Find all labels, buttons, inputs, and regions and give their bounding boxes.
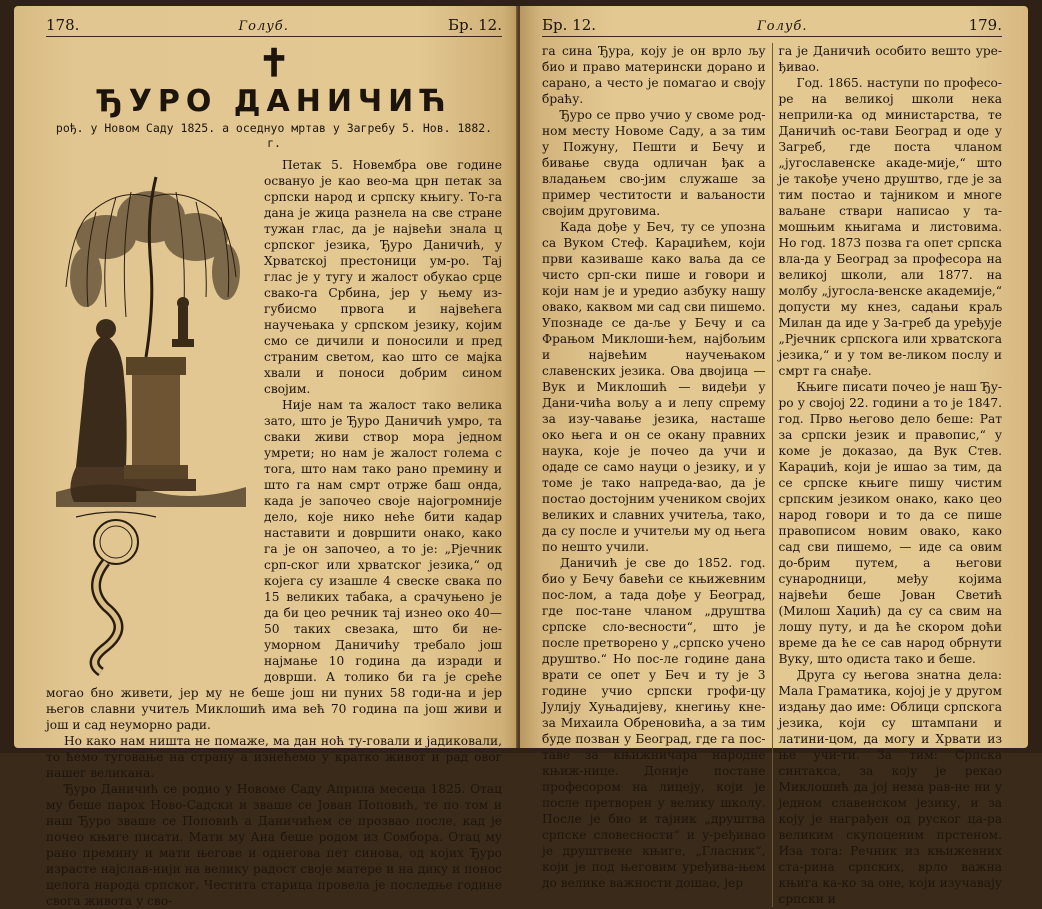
left-issue-number: Бр. 12.: [447, 16, 502, 34]
left-page-number: 178.: [46, 16, 80, 34]
right-journal-name: Голуб.: [757, 19, 808, 34]
article-title: ЂУРО ДАНИЧИЋ: [96, 84, 452, 119]
paragraph: Друга су његова знатна дела: Мала Граматика, којој је у другом издању дао име: Облици српскога језика, који су штампани и латини-цом, да могу и Хрвати из ње учи-ти. За тим: Српска синтакса, за коју је рекао Миклошић да јој нема рав-не ни у једном славенском језику, и за коју је награђен од руског ца-ра великим скупоценим прстеном. Иза тога: Речник из књижевних ста-рина српских, врло важна књига ка-ко за оне, који изучавају српски и: [778, 668, 1003, 906]
right-column-1: [542, 43, 766, 907]
paragraph: Но како нам ништа не помаже, ма дан ноћ ту-говали и јадиковали, то ћемо туговање на страну а изнећемо у кратко живот и рад овог нашег великана.: [46, 734, 502, 780]
paragraph: Петак 5. Новембра ове године осванyо је као вео-ма црн петак за српски народ и српску књигу. То-га дана је жица разнела на све стране тужан глас, да је највећи знала ц српског језика, Ђуро Даничић, у Хрватској престоници ум-ро. Тај глас је у тугу и жалост обукао срце свако-га Србина, јер у њему из-губисмо првога и највећега научењака у српском језику, којим смо се дичили и поносили и пред страним светом, као што се мајка хвали и поноси добрим сином својим.: [264, 158, 502, 396]
cross-icon: ✝: [258, 40, 290, 85]
article-subtitle: рођ. у Новом Саду 1825. а оседнуо мртав у Загребу 5. Нов. 1882. г.: [55, 121, 493, 150]
right-columns: [542, 43, 1002, 907]
left-body: [46, 157, 502, 908]
paragraph: Ђуро Даничић се родио у Новоме Саду Априла месеца 1825. Отац му беше парох Ново-Садски и зваше се Јован Поповић, те по том и наш Ђуро зваше се Поповић а Даничићем се прозвао после, кад је почео књиге писати. Мати му Ана беше родом из Сомбора. Отац му рано премину и мати његове и однегова пет синова, од којих Ђуро израсте најслав-нији на велику радост своје матере и на дику и понос целога народа српског. Честита старица провела је последње године свога живота у сво-: [46, 782, 502, 908]
memorial-illustration: [46, 157, 256, 677]
right-page: [520, 6, 1028, 906]
paragraph: га сина Ђура, коју је он врло љу био и право матерински дорано и сарано, а често је помагао и своју браћу.: [542, 44, 766, 106]
paragraph: Књиге писати почео је наш Ђу-ро у својој 22. години а то је 1847. год. Прво његово дело беше: Рат за српски језик и правопис,“ у коме је доказао, да Вук Стев. Караџић, који је ишао за тим, да се српске књиге пишу чистим српским језиком онако, како цео народ говори и то да се пише правописом новим овако, како сад сви пишемо, — иде са овим до-брим путем, а његови сународници, међу којима највећи беше Јован Светић (Милош Хаџић) да су са свим на лошу путу, и да ће скором доћи време да ће се сав народ обрнути Вуку, што одиста тако и беше.: [778, 380, 1003, 666]
right-column-2: [779, 43, 1003, 907]
paragraph: Год. 1865. наступи по професо-ре на великој школи нека неприли-ка од министарства, те Даничић ос-тави Београд и оде у Загреб, где поста чланом „југославенске акаде-мије,“ што је такође учено друштво, где је за тим постао и тајником и многе ваљане ствари написао у та-мошњим књигама и листовима. Но год. 1873 позва га опет српска вла-да у Београд за професора на великој школи, али 1877. на молбу „југосла-венске академије,“ допусти му кнез, садањи краљ Милан да иде у За-греб да уређује „Рјечник српскога или хрватскога језика,“ и у том ве-ликом послу и смрт га снађе.: [778, 76, 1003, 378]
left-running-head: [46, 16, 502, 37]
right-issue-number: Бр. 12.: [542, 16, 597, 34]
paragraph: Када дође у Беч, ту се упозна са Вуком Стеф. Караџићем, који први казиваше како ваља да се чисто срп-ски пише и говори и који нам је и уредио азбуку нашу овако, каквом ми сад сви пишемо. Упознаде се да-ље у Бечу и са Фрањом Миклоши-ћем, најбољим и највећим научењаком славенских језика. Ова двојица — Вук и Миклошић — видеђи у Дани-чића вољу а и лепу спрему за изу-чавање језика, насташе око њега и он се окану правних наука, које је почео да учи и одаде се само науци о језику, и у томе је тако напреда-вао, да је постао достојним учеником својих великих и славних учитеља, тако, да су после и учитељи му од њега по нешто учили.: [542, 220, 766, 554]
right-page-number: 179.: [968, 16, 1002, 34]
paragraph: Ђуро се прво учио у своме род-ном месту Новоме Саду, а за тим у Пожуну, Пешти и Бечу и бивање свуда одличан ђак а владањем сво-јим служаше за пример честитости и ваљаности својим друговима.: [542, 108, 766, 218]
paragraph: Даничић је све до 1852. год. био у Бечу бавећи се књижевним пос-лом, а тада дође у Београд, где пос-тане чланом „друштва српске сло-весности“, што је после претворено у „српско учено друштво.“ Но пос-ле године дана врати се опет у Беч и ту је 3 године учио српски грофи-цу Јулију Хуњадијеву, кнегињу кне-за Михаила Обреновића, а за тим буде позван у Београд, где га пос-таве за књижничара народне књиж-нице. Доније постане професором на лицеју, који је после претворен у велику школу. После је био и тајник „друштва српске словесности“ и у-ређивао је друштвене књиге, „Гласник“, који је под његовим уређива-њем до велике важности дошао, јер: [542, 556, 766, 890]
column-divider: [772, 43, 773, 907]
right-running-head: [542, 16, 1002, 37]
paragraph: Није нам та жалост тако велика зато, што је Ђуро Даничић умро, та сваки живи створ мора једном умрети; но нам је жалост голема с тога, што нам тако рано премину и што га нам смрт отрже баш онда, када је започео своје најогромније дело, које нико неће бити кадар наставити и довршити онако, како га је он започео, а то је: „Рјечник срп-ског или хрватског језика,“ од којега су изашле 4 свеске свака по 15 великих табака, а срачуњено је да би цео речник тај изнео око 40—50 таких свезака, што би не-уморном Даничићу требало још најмање 10 година да изради и доврши. А толико би га је среће могао бно живети, јер му не беше још ни пуних 58 годи-на и јер његов славни учитељ Миклошић има већ 70 година па још живи и још и сад неуморно ради.: [46, 398, 502, 732]
left-journal-name: Голуб.: [238, 19, 289, 34]
left-page: [14, 6, 518, 908]
paragraph: га је Даничић особито вешто уре-ђивао.: [778, 44, 1003, 74]
